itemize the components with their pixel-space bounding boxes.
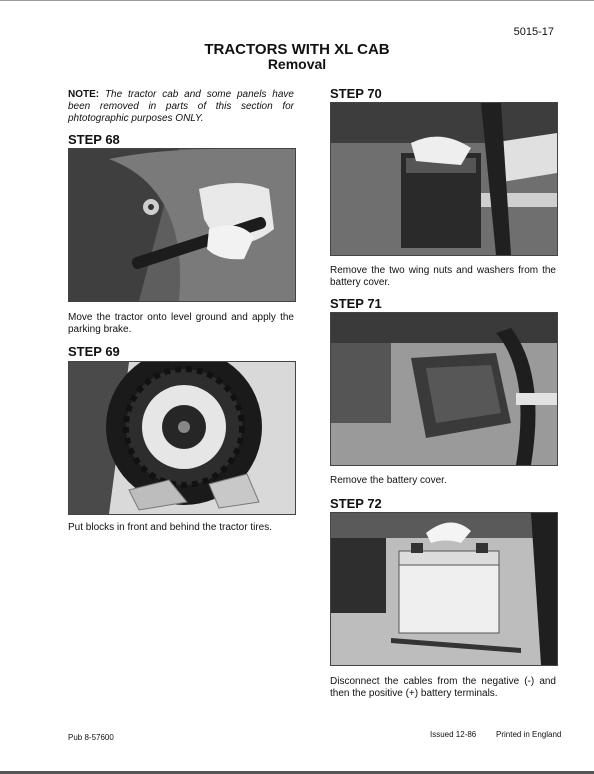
battery-terminals-illustration: [331, 513, 557, 665]
footer-publication: Pub 8-57600: [68, 733, 114, 742]
step-70-caption: Remove the two wing nuts and washers from the battery cover.: [330, 265, 556, 288]
footer-printed: Printed in England: [496, 730, 562, 739]
step-72-caption: Disconnect the cables from the negative (-) and then the positive (+) battery terminals.: [330, 676, 556, 699]
step-69-heading: STEP 69: [68, 344, 120, 359]
step-72-heading: STEP 72: [330, 496, 382, 511]
step-72-photo: [330, 512, 558, 666]
step-71-photo: [330, 312, 558, 466]
page-title: TRACTORS WITH XL CAB: [204, 41, 390, 58]
footer-issued: Issued 12-86: [430, 730, 477, 739]
note-paragraph: [68, 89, 294, 125]
step-70-photo: [330, 102, 558, 256]
step-68-heading: STEP 68: [68, 132, 120, 147]
tractor-tire-illustration: [69, 362, 295, 514]
wrench-on-panel-illustration: [69, 149, 295, 301]
step-69-caption: Put blocks in front and behind the tractor tires.: [68, 522, 272, 533]
page-number: 5015-17: [513, 26, 554, 38]
step-70-heading: STEP 70: [330, 86, 382, 101]
page-subtitle: Removal: [267, 56, 327, 72]
note-text: The tractor cab and some panels have been removed in parts of this section for phtotographic purposes ONLY.: [68, 89, 294, 124]
step-68-photo: [68, 148, 296, 302]
battery-cover-removed-illustration: [331, 313, 557, 465]
step-71-heading: STEP 71: [330, 296, 382, 311]
note-label: NOTE:: [68, 89, 100, 100]
step-71-caption: Remove the battery cover.: [330, 475, 447, 486]
step-69-photo: [68, 361, 296, 515]
battery-cover-wing-nut-illustration: [331, 103, 557, 255]
step-68-caption: Move the tractor onto level ground and apply the parking brake.: [68, 312, 294, 335]
page-top-border: [0, 0, 594, 1]
